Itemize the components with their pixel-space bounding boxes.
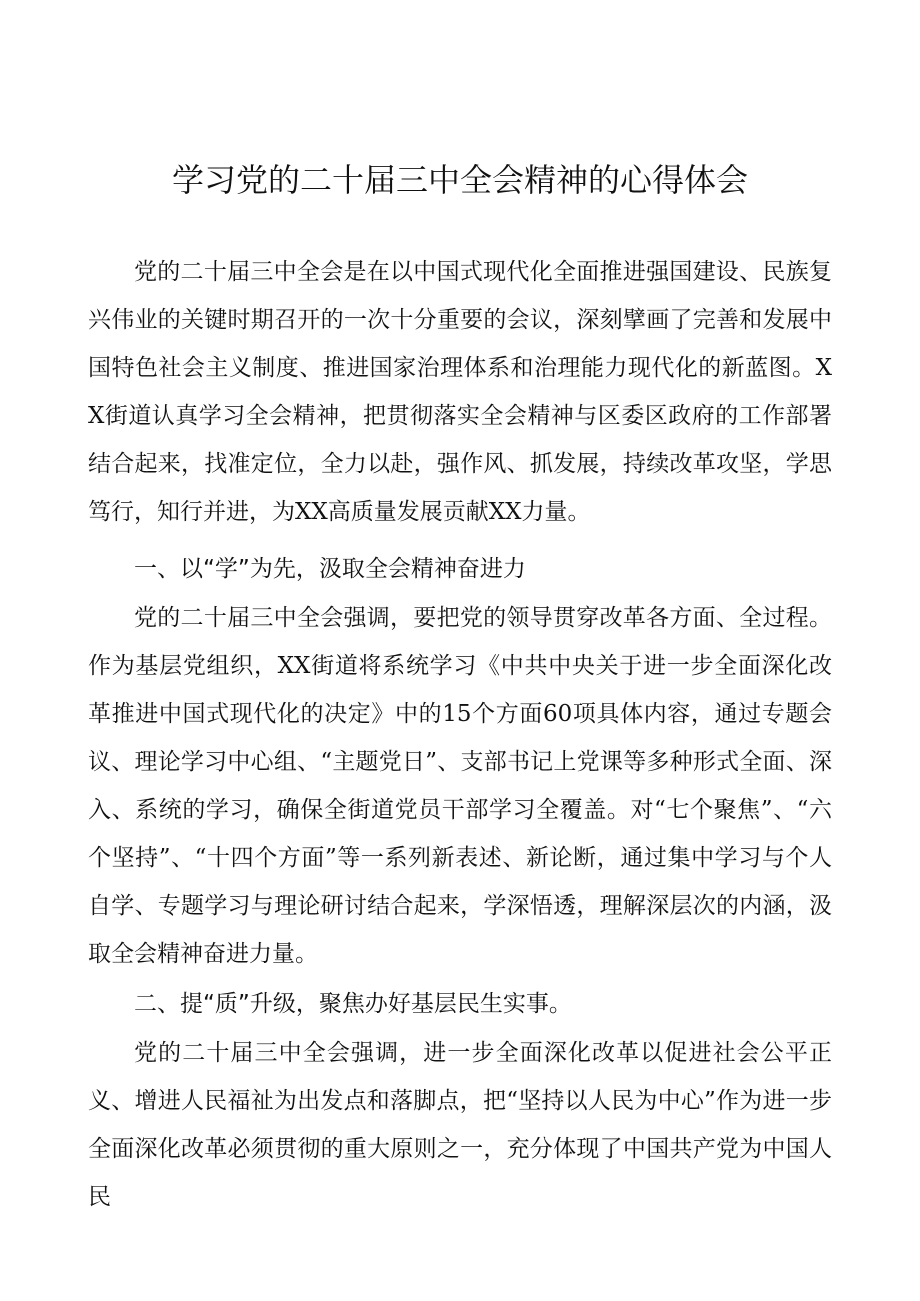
- paragraph-intro: 党的二十届三中全会是在以中国式现代化全面推进强国建设、民族复兴伟业的关键时期召开的一次十分重要的会议，深刻擘画了完善和发展中国特色社会主义制度、推进国家治理体系和治理能力现代化的新蓝图。XX街道认真学习全会精神，把贯彻落实全会精神与区委区政府的工作部署结合起来，找准定位，全力以赴，强作风、抓发展，持续改革攻坚，学思笃行，知行并进，为XX高质量发展贡献XX力量。: [88, 259, 832, 525]
- document-title: 学习党的二十届三中全会精神的心得体会: [171, 161, 748, 199]
- section-heading-2: 二、提“质”升级，聚焦办好基层民生实事。: [134, 991, 572, 1017]
- paragraph-section-1: 党的二十届三中全会强调，要把党的领导贯穿改革各方面、全过程。作为基层党组织，XX街道将系统学习《中共中央关于进一步全面深化改革推进中国式现代化的决定》中的15个方面60项具体内容，通过专题会议、理论学习中心组、“主题党日”、支部书记上党课等多种形式全面、深入、系统的学习，确保全街道党员干部学习全覆盖。对“七个聚焦”、“六个坚持”、“十四个方面”等一系列新表述、新论断，通过集中学习与个人自学、专题学习与理论研讨结合起来，学深悟透，理解深层次的内涵，汲取全会精神奋进力量。: [88, 605, 832, 967]
- paragraph-section-2: 党的二十届三中全会强调，进一步全面深化改革以促进社会公平正义、增进人民福祉为出发点和落脚点，把“坚持以人民为中心”作为进一步全面深化改革必须贯彻的重大原则之一，充分体现了中国共产党为中国人民: [88, 1040, 832, 1210]
- section-heading-1: 一、以“学”为先，汲取全会精神奋进力: [134, 556, 526, 582]
